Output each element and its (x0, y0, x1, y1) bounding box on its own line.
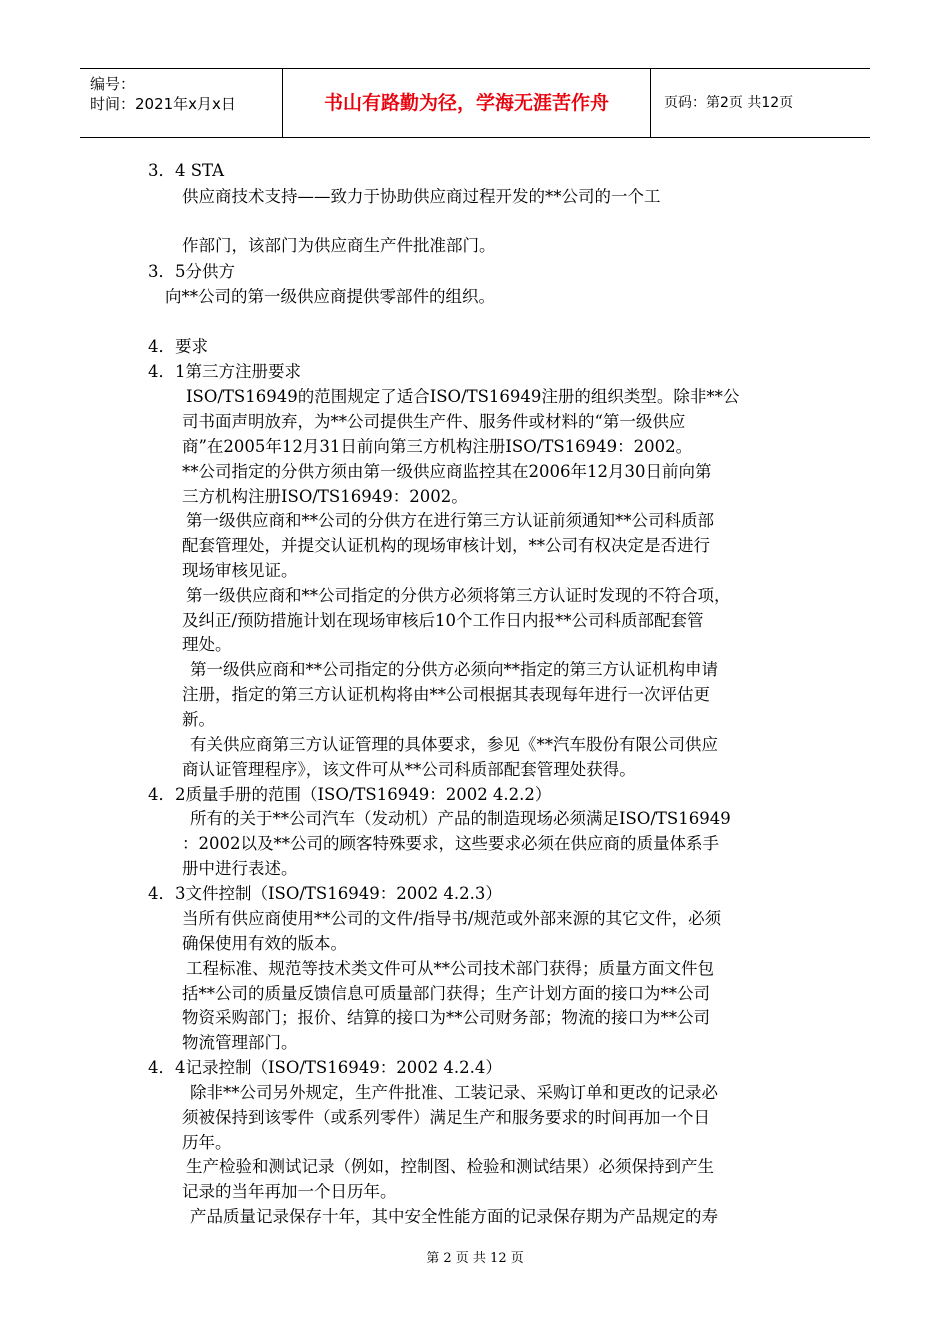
body-line: 商”在2005年12月31日前向第三方机构注册ISO/TS16949：2002。 (182, 437, 693, 456)
header-motto: 书山有路勤为径，学海无涯苦作舟 (283, 69, 651, 137)
body-line: 理处。 (182, 635, 232, 654)
body-line: 配套管理处，并提交认证机构的现场审核计划，**公司有权决定是否进行 (182, 536, 710, 555)
body-line: 历年。 (182, 1133, 232, 1152)
page-header (80, 68, 870, 138)
header-page-info: 页码：第2页 共12页 (664, 95, 794, 111)
body-line: 记录的当年再加一个日历年。 (182, 1182, 397, 1201)
document-number-label: 编号： (90, 75, 136, 93)
page-footer: 第 2 页 共 12 页 (426, 1251, 524, 1266)
document-time-label: 时间：2021年x月x日 (90, 95, 236, 113)
body-line: 产品质量记录保存十年，其中安全性能方面的记录保存期为产品规定的寿 (190, 1207, 718, 1226)
body-line: 当所有供应商使用**公司的文件/指导书/规范或外部来源的其它文件，必须 (182, 909, 722, 928)
body-line: 现场审核见证。 (182, 561, 298, 580)
section-heading: 4．要求 (148, 337, 208, 356)
body-line: 生产检验和测试记录（例如，控制图、检验和测试结果）必须保持到产生 (186, 1157, 714, 1176)
body-line: 及纠正/预防措施计划在现场审核后10个工作日内报**公司科质部配套管 (182, 611, 704, 630)
section-heading: 3．4 STA (148, 161, 225, 180)
body-line: 第一级供应商和**公司的分供方在进行第三方认证前须通知**公司科质部 (186, 511, 714, 530)
section-heading: 4．2质量手册的范围（ISO/TS16949：2002 4.2.2） (148, 785, 552, 804)
body-line: 物流管理部门。 (182, 1033, 298, 1052)
body-line: 第一级供应商和**公司指定的分供方必须将第三方认证时发现的不符合项， (186, 586, 731, 605)
body-line: 供应商技术支持——致力于协助供应商过程开发的**公司的一个工 (182, 187, 661, 206)
body-line: 商认证管理程序》，该文件可从**公司科质部配套管理处获得。 (182, 760, 636, 779)
body-line: **公司指定的分供方须由第一级供应商监控其在2006年12月30日前向第 (182, 462, 712, 481)
body-line: 除非**公司另外规定，生产件批准、工装记录、采购订单和更改的记录必 (190, 1083, 718, 1102)
body-line: 所有的关于**公司汽车（发动机）产品的制造现场必须满足ISO/TS16949 (190, 809, 731, 828)
section-heading: 4．1第三方注册要求 (148, 362, 301, 381)
body-line: 作部门，该部门为供应商生产件批准部门。 (182, 236, 496, 255)
body-line: 三方机构注册ISO/TS16949：2002。 (182, 487, 468, 506)
body-line: 工程标准、规范等技术类文件可从**公司技术部门获得；质量方面文件包 (186, 959, 714, 978)
body-line: 向**公司的第一级供应商提供零部件的组织。 (165, 287, 495, 306)
body-line: 有关供应商第三方认证管理的具体要求，参见《**汽车股份有限公司供应 (190, 735, 718, 754)
body-line: 第一级供应商和**公司指定的分供方必须向**指定的第三方认证机构申请 (190, 660, 718, 679)
body-line: 新。 (182, 710, 215, 729)
body-line: 须被保持到该零件（或系列零件）满足生产和服务要求的时间再加一个日 (182, 1108, 710, 1127)
body-line: ISO/TS16949的范围规定了适合ISO/TS16949注册的组织类型。除非**公 (186, 387, 740, 406)
section-heading: 4．3文件控制（ISO/TS16949：2002 4.2.3） (148, 884, 502, 903)
body-line: 注册，指定的第三方认证机构将由**公司根据其表现每年进行一次评估更 (182, 685, 710, 704)
body-line: 册中进行表述。 (182, 859, 298, 878)
section-heading: 3．5分供方 (148, 262, 235, 281)
body-line: 确保使用有效的版本。 (182, 934, 347, 953)
body-line: 司书面声明放弃，为**公司提供生产件、服务件或材料的“第一级供应 (182, 412, 686, 431)
body-line: 物资采购部门；报价、结算的接口为**公司财务部；物流的接口为**公司 (182, 1008, 710, 1027)
header-left-cell (80, 69, 283, 137)
body-line: ：2002以及**公司的顾客特殊要求，这些要求必须在供应商的质量体系手 (182, 834, 719, 853)
body-line: 括**公司的质量反馈信息可质量部门获得；生产计划方面的接口为**公司 (182, 984, 710, 1003)
section-heading: 4．4记录控制（ISO/TS16949：2002 4.2.4） (148, 1058, 502, 1077)
